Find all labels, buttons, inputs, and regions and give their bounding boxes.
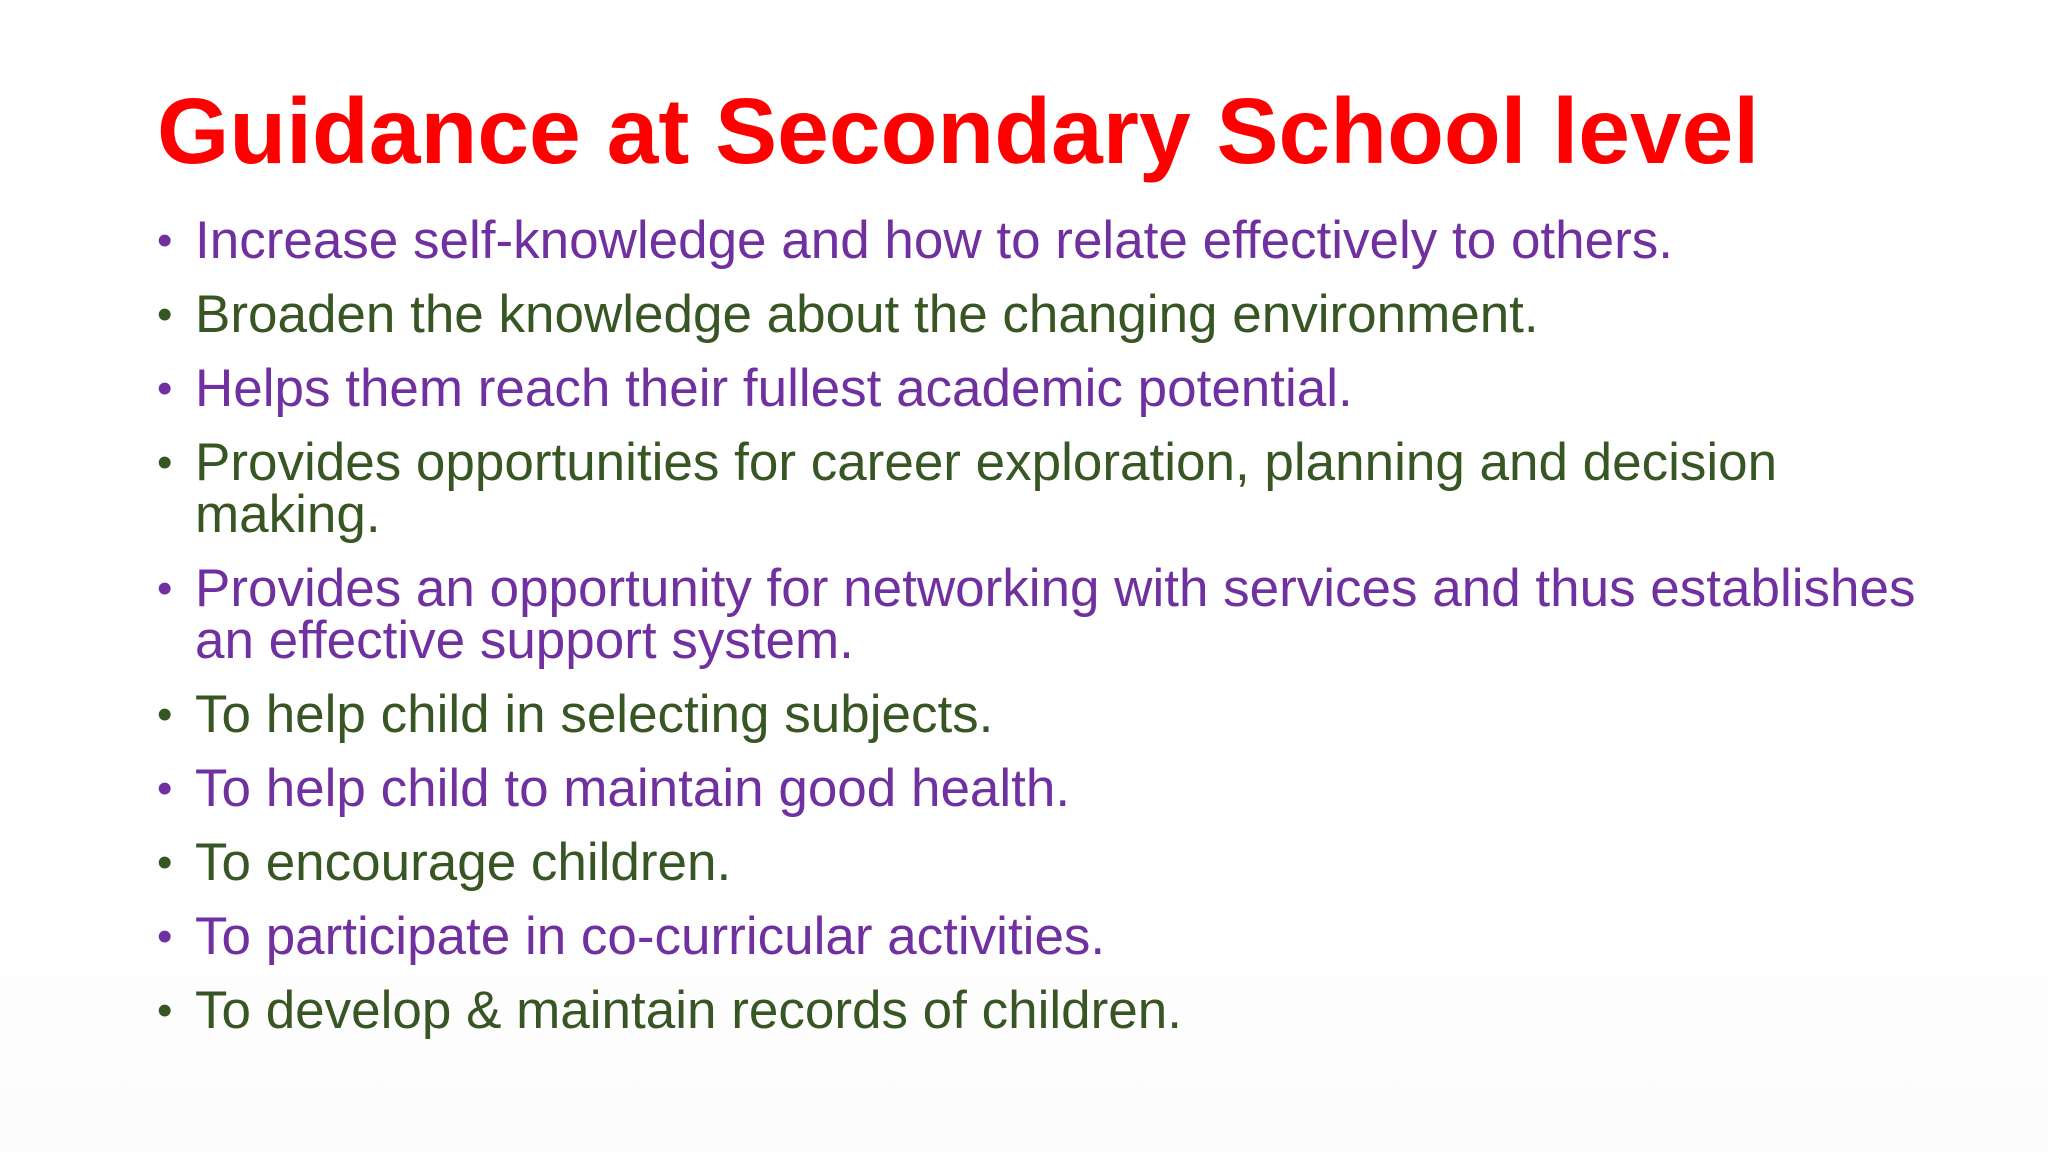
- bullet-item: [157, 433, 1957, 544]
- bullet-text: To help child in selecting subjects.: [195, 685, 994, 744]
- bullet-text: To participate in co-curricular activities.: [195, 907, 1106, 966]
- bullet-item: [157, 759, 1957, 818]
- bullet-icon: •: [157, 564, 173, 613]
- bullet-text: Broaden the knowledge about the changing environment.: [195, 285, 1539, 344]
- bullet-text: To develop & maintain records of children.: [195, 981, 1182, 1040]
- bullet-text: Provides an opportunity for networking with services and thus establishes an effective support system.: [195, 559, 1916, 670]
- bullet-item: [157, 833, 1957, 892]
- bullet-list: [157, 211, 1957, 1059]
- bullet-icon: •: [157, 216, 173, 265]
- bullet-item: [157, 559, 1957, 670]
- bullet-text: Provides opportunities for career exploration, planning and decision making.: [195, 433, 1778, 544]
- bullet-item: [157, 285, 1957, 344]
- bullet-text: Helps them reach their fullest academic potential.: [195, 359, 1353, 418]
- bullet-item: [157, 981, 1957, 1040]
- bullet-icon: •: [157, 690, 173, 739]
- bullet-icon: •: [157, 290, 173, 339]
- bullet-text: Increase self-knowledge and how to relate effectively to others.: [195, 211, 1673, 270]
- bullet-item: [157, 907, 1957, 966]
- slide-title: Guidance at Secondary School level: [157, 79, 1760, 183]
- bullet-item: [157, 685, 1957, 744]
- bullet-text: To help child to maintain good health.: [195, 759, 1071, 818]
- bullet-icon: •: [157, 912, 173, 961]
- bullet-icon: •: [157, 986, 173, 1035]
- bullet-item: [157, 359, 1957, 418]
- bullet-item: [157, 211, 1957, 270]
- bullet-icon: •: [157, 764, 173, 813]
- bullet-icon: •: [157, 364, 173, 413]
- bullet-icon: •: [157, 438, 173, 487]
- bullet-text: To encourage children.: [195, 833, 732, 892]
- bullet-icon: •: [157, 838, 173, 887]
